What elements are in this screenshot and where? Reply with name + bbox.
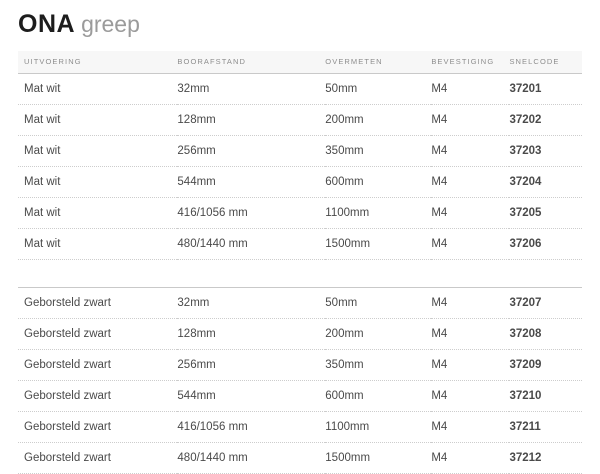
specification-table (18, 51, 582, 474)
cell-bevestiging: M4 (431, 136, 509, 167)
product-name: ONA (18, 10, 76, 38)
column-header-boorafstand: BOORAFSTAND (177, 51, 325, 74)
cell-boorafstand: 480/1440 mm (177, 229, 325, 260)
cell-boorafstand: 480/1440 mm (177, 443, 325, 474)
column-header-overmeten: OVERMETEN (325, 51, 431, 74)
cell-overmeten: 1100mm (325, 198, 431, 229)
cell-snelcode: 37206 (509, 229, 582, 260)
cell-uitvoering: Mat wit (18, 136, 177, 167)
cell-boorafstand: 256mm (177, 350, 325, 381)
cell-boorafstand: 544mm (177, 381, 325, 412)
cell-boorafstand: 416/1056 mm (177, 412, 325, 443)
cell-overmeten: 1500mm (325, 443, 431, 474)
table-row (18, 443, 582, 474)
group-separator (18, 260, 582, 288)
page-title (18, 0, 582, 51)
table-header-row (18, 51, 582, 74)
cell-boorafstand: 128mm (177, 319, 325, 350)
cell-boorafstand: 32mm (177, 288, 325, 319)
cell-bevestiging: M4 (431, 381, 509, 412)
cell-overmeten: 50mm (325, 288, 431, 319)
table-row (18, 381, 582, 412)
table-body (18, 74, 582, 474)
cell-boorafstand: 416/1056 mm (177, 198, 325, 229)
cell-bevestiging: M4 (431, 167, 509, 198)
cell-snelcode: 37208 (509, 319, 582, 350)
cell-snelcode: 37204 (509, 167, 582, 198)
cell-uitvoering: Geborsteld zwart (18, 350, 177, 381)
cell-uitvoering: Geborsteld zwart (18, 288, 177, 319)
cell-boorafstand: 544mm (177, 167, 325, 198)
cell-bevestiging: M4 (431, 288, 509, 319)
column-header-uitvoering: UITVOERING (18, 51, 177, 74)
cell-overmeten: 1500mm (325, 229, 431, 260)
table-row (18, 229, 582, 260)
column-header-snelcode: SNELCODE (509, 51, 582, 74)
cell-bevestiging: M4 (431, 229, 509, 260)
table-row (18, 198, 582, 229)
cell-overmeten: 600mm (325, 167, 431, 198)
cell-uitvoering: Mat wit (18, 74, 177, 105)
column-header-bevestiging: BEVESTIGING (431, 51, 509, 74)
table-row (18, 167, 582, 198)
cell-boorafstand: 128mm (177, 105, 325, 136)
cell-bevestiging: M4 (431, 198, 509, 229)
table-row (18, 105, 582, 136)
product-type: greep (81, 11, 140, 37)
cell-overmeten: 350mm (325, 350, 431, 381)
cell-overmeten: 600mm (325, 381, 431, 412)
cell-snelcode: 37202 (509, 105, 582, 136)
cell-bevestiging: M4 (431, 350, 509, 381)
cell-boorafstand: 256mm (177, 136, 325, 167)
cell-snelcode: 37203 (509, 136, 582, 167)
cell-uitvoering: Mat wit (18, 167, 177, 198)
cell-uitvoering: Geborsteld zwart (18, 381, 177, 412)
group-separator-cell (18, 260, 582, 288)
cell-bevestiging: M4 (431, 412, 509, 443)
cell-overmeten: 200mm (325, 105, 431, 136)
cell-uitvoering: Geborsteld zwart (18, 319, 177, 350)
cell-snelcode: 37210 (509, 381, 582, 412)
cell-uitvoering: Mat wit (18, 105, 177, 136)
cell-snelcode: 37209 (509, 350, 582, 381)
cell-overmeten: 200mm (325, 319, 431, 350)
cell-uitvoering: Mat wit (18, 229, 177, 260)
cell-uitvoering: Mat wit (18, 198, 177, 229)
table-header (18, 51, 582, 74)
cell-bevestiging: M4 (431, 443, 509, 474)
cell-bevestiging: M4 (431, 319, 509, 350)
cell-overmeten: 1100mm (325, 412, 431, 443)
cell-snelcode: 37205 (509, 198, 582, 229)
cell-overmeten: 50mm (325, 74, 431, 105)
cell-overmeten: 350mm (325, 136, 431, 167)
table-row (18, 136, 582, 167)
cell-snelcode: 37201 (509, 74, 582, 105)
cell-snelcode: 37207 (509, 288, 582, 319)
table-row (18, 74, 582, 105)
cell-boorafstand: 32mm (177, 74, 325, 105)
table-row (18, 319, 582, 350)
table-row (18, 350, 582, 381)
cell-snelcode: 37211 (509, 412, 582, 443)
cell-uitvoering: Geborsteld zwart (18, 412, 177, 443)
table-row (18, 288, 582, 319)
cell-snelcode: 37212 (509, 443, 582, 474)
cell-bevestiging: M4 (431, 105, 509, 136)
cell-uitvoering: Geborsteld zwart (18, 443, 177, 474)
table-row (18, 412, 582, 443)
cell-bevestiging: M4 (431, 74, 509, 105)
